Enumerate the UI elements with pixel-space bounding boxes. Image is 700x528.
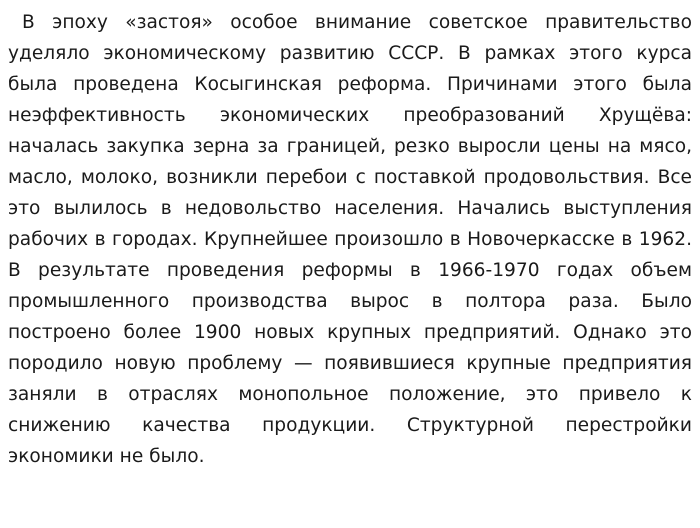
body-paragraph: В эпоху «застоя» особое внимание советское правительство уделяло экономическому развитию СССР. В рамках этого курса была проведена Косыгинская реформа. Причинами этого была неэффективность экономических преобразований Хрущёва: началась закупка зерна за границей, резко выросли цены на мясо, масло, молоко, возникли перебои с поставкой продовольствия. Все это вылилось в недовольство населения. Начались выступления рабочих в городах. Крупнейшее произошло в Новочеркасске в 1962. В результате проведения реформы в 1966-1970 годах объем промышленного производства вырос в полтора раза. Было построено более 1900 новых крупных предприятий. Однако это породило новую проблему — появившиеся крупные предприятия заняли в отраслях монопольное положение, это привело к снижению качества продукции. Структурной перестройки экономики не было. <box>8 12 692 467</box>
document-page <box>8 7 692 472</box>
